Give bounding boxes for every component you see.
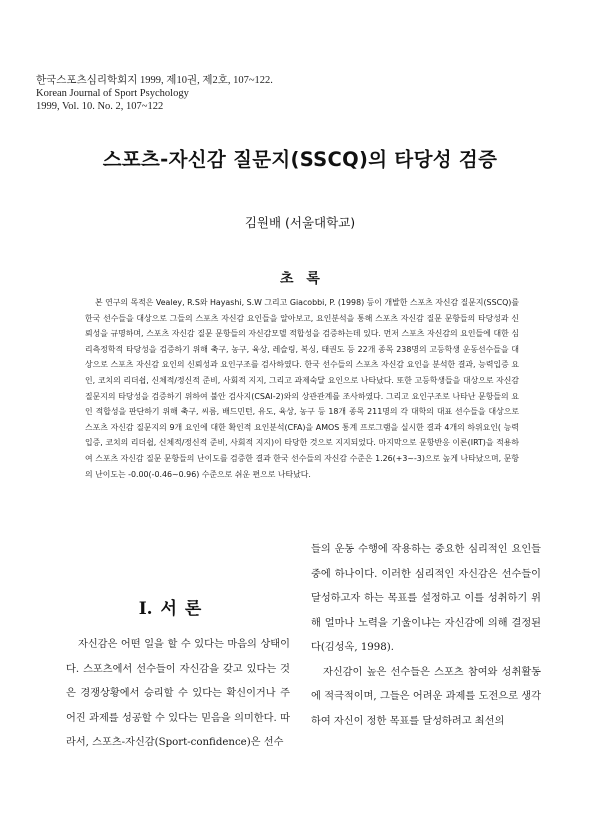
journal-citation-korean: 한국스포츠심리학회지 1999, 제10권, 제2호, 107~122. xyxy=(36,75,273,86)
body-paragraph: 들의 운동 수행에 작용하는 중요한 심리적인 요인들 중에 하나이다. 이러한 심리적인 자신감은 선수들이 달성하고자 하는 목표를 설정하고 이를 성취하기 위해 얼마나 노력을 기울이냐는 자신감에 의해 결정된다(김성옥, 1998). xyxy=(311,544,541,653)
journal-name-english: Korean Journal of Sport Psychology xyxy=(36,88,189,99)
section-heading-introduction: I. 서 론 xyxy=(138,599,202,619)
journal-citation-english: 1999, Vol. 10. No. 2, 107~122 xyxy=(36,101,164,112)
body-column-right xyxy=(311,538,541,734)
author-affiliation: 김원배 (서울대학교) xyxy=(244,215,356,230)
body-column-left: 자신감은 어떤 일을 할 수 있다는 마음의 상태이다. 스포츠에서 선수들이 자신감을 갖고 있다는 것은 경쟁상황에서 승리할 수 있다는 확신이거나 주어진 과제를 성공할 수 있다는 믿음을 의미한다. 따라서, 스포츠-자신감(Sport-confidence)은 선수 xyxy=(66,639,290,748)
paper-title: 스포츠-자신감 질문지(SSCQ)의 타당성 검증 xyxy=(102,148,498,171)
abstract-heading: 초 록 xyxy=(280,271,320,287)
journal-header xyxy=(36,74,273,113)
abstract-text: 본 연구의 목적은 Vealey, R.S와 Hayashi, S.W 그리고 Giacobbi, P. (1998) 등이 개발한 스포츠 자신감 질문지(SSCQ)를 한국 선수들을 대상으로 그들의 스포츠 자신감 요인들을 알아보고, 요인분석을 통해 스포츠 자신감 질문 문항들의 타당성과 신뢰성을 규명하며, 스포츠 자신감 질문 문항들의 자신감모델 적합성을 검증하는데 있다. 먼저 스포츠 자신감의 요인들에 대한 심리측정학적 타당성을 검증하기 위해 축구, 농구, 육상, 레슬링, 복싱, 태권도 등 22개 종목 238명의 고등학생 운동선수들을 대상으로 스포츠 자신감 요인의 신뢰성과 요인구조를 검사하였다. 한국 선수들의 스포츠 자신감 요인을 분석한 결과, 능력입증 요인, 코치의 리더쉽, 신체적/정신적 준비, 사회적 지지, 그리고 과제숙달 요인으로 나타났다. 또한 고등학생들을 대상으로 자신감 질문지의 타당성을 검증하기 위하여 불안 검사지(CSAI-2)와의 상관관계를 조사하였다. 그리고 요인구조로 나타난 문항들의 요인 적합성을 판단하기 위해 축구, 씨름, 배드민턴, 유도, 육상, 농구 등 18개 종목 211명의 각 대학의 대표 선수들을 대상으로 스포츠 자신감 질문지의 9개 요인에 대한 확인적 요인분석(CFA)을 AMOS 통계 프로그램을 실시한 결과 4개의 하위요인( 능력입증, 코치의 리더쉽, 신체적/정신적 준비, 사회적 지지)이 타당한 것으로 지지되었다. 마지막으로 문항반응 이론(IRT)을 적용하여 스포츠 자신감 질문 문항들의 난이도를 검증한 결과 한국 선수들의 자신감 수준은 1.26(+3~-3)으로 높게 나타났으며, 문항의 난이도는 -0.00(-0.46~0.96) 수준으로 쉬운 편으로 나타났다. xyxy=(85,298,519,479)
body-paragraph: 자신감이 높은 선수들은 스포츠 참여와 성취활동에 적극적이며, 그들은 어려운 과제를 도전으로 생각하여 자신이 정한 목표를 달성하려고 최선의 xyxy=(311,666,541,727)
